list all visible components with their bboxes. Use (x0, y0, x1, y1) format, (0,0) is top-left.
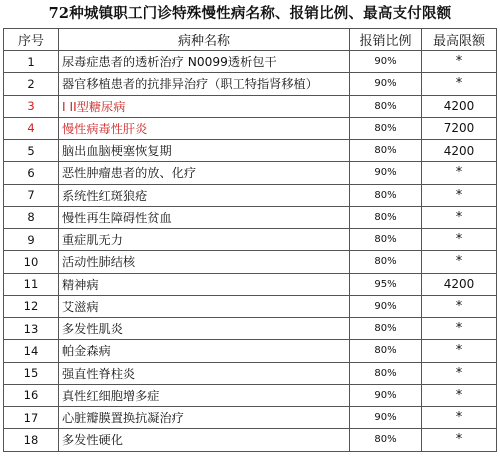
row-serial-number: 13 (4, 318, 59, 340)
chronic-disease-table (3, 28, 497, 452)
table-row (4, 117, 497, 139)
table-header-row (4, 29, 497, 51)
header-max-limit: 最高限额 (422, 29, 497, 51)
header-reimbursement-ratio: 报销比例 (350, 29, 422, 51)
row-reimbursement-ratio: 95% (350, 273, 422, 295)
row-disease-name: 脑出血脑梗塞恢复期 (59, 140, 350, 162)
table-row (4, 318, 497, 340)
row-reimbursement-ratio: 90% (350, 73, 422, 95)
row-reimbursement-ratio: 90% (350, 407, 422, 429)
row-max-limit: * (422, 73, 497, 95)
table-body (4, 51, 497, 452)
row-disease-name: 重症肌无力 (59, 229, 350, 251)
table-row (4, 429, 497, 451)
page-title: 72种城镇职工门诊特殊慢性病名称、报销比例、最高支付限额 (48, 5, 452, 22)
row-max-limit: * (422, 340, 497, 362)
row-serial-number: 15 (4, 362, 59, 384)
row-disease-name: 帕金森病 (59, 340, 350, 362)
row-disease-name: 慢性病毒性肝炎 (59, 117, 350, 139)
row-reimbursement-ratio: 80% (350, 429, 422, 451)
row-max-limit: * (422, 318, 497, 340)
table-row (4, 229, 497, 251)
row-serial-number: 4 (4, 117, 59, 139)
row-max-limit: * (422, 184, 497, 206)
row-serial-number: 7 (4, 184, 59, 206)
row-serial-number: 18 (4, 429, 59, 451)
row-reimbursement-ratio: 80% (350, 140, 422, 162)
row-disease-name: 强直性脊柱炎 (59, 362, 350, 384)
row-disease-name: 多发性肌炎 (59, 318, 350, 340)
row-disease-name: I II型糖尿病 (59, 95, 350, 117)
row-reimbursement-ratio: 90% (350, 51, 422, 73)
row-disease-name: 系统性红斑狼疮 (59, 184, 350, 206)
row-reimbursement-ratio: 90% (350, 295, 422, 317)
table-row (4, 251, 497, 273)
table-row (4, 295, 497, 317)
row-serial-number: 6 (4, 162, 59, 184)
row-reimbursement-ratio: 80% (350, 251, 422, 273)
table-row (4, 162, 497, 184)
row-disease-name: 精神病 (59, 273, 350, 295)
row-serial-number: 5 (4, 140, 59, 162)
row-serial-number: 17 (4, 407, 59, 429)
row-max-limit: * (422, 407, 497, 429)
row-disease-name: 多发性硬化 (59, 429, 350, 451)
row-disease-name: 尿毒症患者的透析治疗 N0099透析包干 (59, 51, 350, 73)
row-reimbursement-ratio: 80% (350, 117, 422, 139)
table-row (4, 206, 497, 228)
row-reimbursement-ratio: 80% (350, 95, 422, 117)
row-max-limit: 4200 (422, 273, 497, 295)
row-serial-number: 1 (4, 51, 59, 73)
row-max-limit: * (422, 229, 497, 251)
table-row (4, 340, 497, 362)
row-reimbursement-ratio: 80% (350, 340, 422, 362)
row-serial-number: 12 (4, 295, 59, 317)
table-row (4, 362, 497, 384)
row-serial-number: 9 (4, 229, 59, 251)
row-disease-name: 活动性肺结核 (59, 251, 350, 273)
table-row (4, 384, 497, 406)
table-row (4, 140, 497, 162)
row-max-limit: 4200 (422, 140, 497, 162)
table-row (4, 73, 497, 95)
row-max-limit: * (422, 384, 497, 406)
row-disease-name: 真性红细胞增多症 (59, 384, 350, 406)
row-reimbursement-ratio: 80% (350, 184, 422, 206)
table-row (4, 51, 497, 73)
row-serial-number: 10 (4, 251, 59, 273)
row-reimbursement-ratio: 80% (350, 229, 422, 251)
row-max-limit: * (422, 162, 497, 184)
row-disease-name: 慢性再生障碍性贫血 (59, 206, 350, 228)
table-row (4, 95, 497, 117)
row-reimbursement-ratio: 90% (350, 162, 422, 184)
row-reimbursement-ratio: 80% (350, 206, 422, 228)
row-max-limit: * (422, 362, 497, 384)
table-row (4, 407, 497, 429)
row-max-limit: 7200 (422, 117, 497, 139)
header-disease-name: 病种名称 (59, 29, 350, 51)
table-row (4, 273, 497, 295)
row-max-limit: * (422, 295, 497, 317)
row-max-limit: * (422, 51, 497, 73)
row-reimbursement-ratio: 80% (350, 318, 422, 340)
row-disease-name: 心脏瓣膜置换抗凝治疗 (59, 407, 350, 429)
row-serial-number: 3 (4, 95, 59, 117)
row-disease-name: 艾滋病 (59, 295, 350, 317)
row-disease-name: 恶性肿瘤患者的放、化疗 (59, 162, 350, 184)
row-reimbursement-ratio: 80% (350, 362, 422, 384)
row-max-limit: * (422, 251, 497, 273)
row-serial-number: 16 (4, 384, 59, 406)
header-serial-number: 序号 (4, 29, 59, 51)
row-serial-number: 14 (4, 340, 59, 362)
row-disease-name: 器官移植患者的抗排异治疗（职工特指肾移植） (59, 73, 350, 95)
row-serial-number: 2 (4, 73, 59, 95)
row-serial-number: 8 (4, 206, 59, 228)
table-row (4, 184, 497, 206)
row-max-limit: * (422, 206, 497, 228)
row-reimbursement-ratio: 90% (350, 384, 422, 406)
row-serial-number: 11 (4, 273, 59, 295)
row-max-limit: * (422, 429, 497, 451)
row-max-limit: 4200 (422, 95, 497, 117)
